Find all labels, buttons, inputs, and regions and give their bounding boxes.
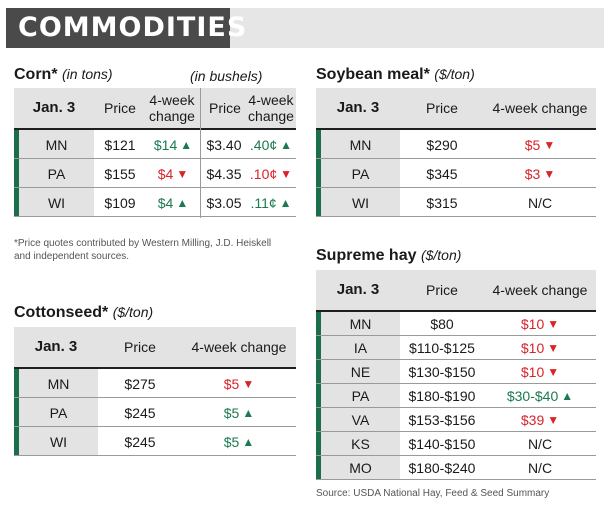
cottonseed-header-price: Price <box>124 339 156 355</box>
corn-change-ton <box>146 130 200 159</box>
soybean-row <box>316 130 596 159</box>
soybean-change-value: $5 <box>524 136 541 153</box>
hay-state-text: MN <box>349 316 372 332</box>
hay-change <box>484 312 596 336</box>
hay-change <box>484 384 596 408</box>
soybean-state-text: MN <box>349 136 372 153</box>
soybean-heading <box>316 66 475 84</box>
hay-row <box>316 408 596 432</box>
corn-state-text: PA <box>47 165 66 182</box>
hay-state <box>321 456 400 480</box>
hay-title: Supreme hay <box>316 247 417 264</box>
cottonseed-price <box>98 427 182 456</box>
hay-state-text: IA <box>353 340 368 356</box>
corn-unit: (in tons) <box>62 66 113 82</box>
cottonseed-change <box>182 427 296 456</box>
soybean-price <box>400 130 484 159</box>
hay-price-text: $180-$240 <box>408 460 476 476</box>
corn-state <box>19 188 94 217</box>
soybean-price-text: $315 <box>426 194 458 211</box>
corn-change-bushel-value: .40¢ <box>249 136 278 153</box>
hay-state <box>321 336 400 360</box>
hay-price <box>400 432 484 456</box>
arrow-down-icon: ▼ <box>543 166 556 181</box>
hay-change-value: $30-$40 <box>506 388 559 404</box>
corn-row <box>14 188 296 217</box>
hay-change <box>484 432 596 456</box>
corn-title: Corn* <box>14 66 58 83</box>
cottonseed-state-text: PA <box>49 404 68 421</box>
hay-change-value: N/C <box>527 436 553 452</box>
cottonseed-price-text: $245 <box>124 404 156 421</box>
hay-price <box>400 408 484 432</box>
cottonseed-change-value: $5 <box>223 404 240 421</box>
corn-price-bushel-text: $3.05 <box>206 194 242 211</box>
soybean-header-row <box>316 88 596 130</box>
corn-change-bushel <box>246 188 296 217</box>
soybean-change <box>484 188 596 217</box>
hay-change-value: $39 <box>520 412 545 428</box>
corn-unit-bushels: (in bushels) <box>190 68 263 84</box>
hay-state-text: PA <box>351 388 370 404</box>
hay-price <box>400 312 484 336</box>
corn-header-row <box>14 88 296 130</box>
hay-unit: ($/ton) <box>420 247 462 263</box>
hay-change <box>484 360 596 384</box>
hay-row <box>316 360 596 384</box>
corn-change-bushel-value: .10¢ <box>249 165 278 182</box>
hay-state <box>321 312 400 336</box>
cottonseed-price <box>98 369 182 398</box>
hay-state-text: NE <box>350 364 371 380</box>
cottonseed-price-text: $245 <box>124 433 156 450</box>
cottonseed-change <box>182 398 296 427</box>
corn-header-change-ton: 4-week change <box>149 92 195 124</box>
corn-table <box>14 88 296 218</box>
arrow-down-icon: ▼ <box>547 341 560 355</box>
soybean-header-change: 4-week change <box>492 100 588 116</box>
hay-price-text: $130-$150 <box>408 364 476 380</box>
soybean-state <box>321 188 400 217</box>
hay-price-text: $153-$156 <box>408 412 476 428</box>
soybean-unit: ($/ton) <box>434 66 475 82</box>
hay-state <box>321 432 400 456</box>
corn-price-ton-text: $155 <box>104 165 136 182</box>
hay-change-value: N/C <box>527 460 553 476</box>
corn-state <box>19 130 94 159</box>
corn-change-ton <box>146 188 200 217</box>
soybean-state-text: PA <box>351 165 370 182</box>
arrow-up-icon: ▲ <box>180 137 193 152</box>
cottonseed-title: Cottonseed* <box>14 304 109 321</box>
hay-header-date: Jan. 3 <box>336 281 380 298</box>
arrow-up-icon: ▲ <box>242 434 255 449</box>
hay-row <box>316 384 596 408</box>
cottonseed-state-text: MN <box>47 375 70 392</box>
corn-price-bushel <box>202 130 246 159</box>
cottonseed-table <box>14 327 296 457</box>
hay-header-row <box>316 270 596 312</box>
hay-state-text: KS <box>351 436 370 452</box>
hay-price <box>400 336 484 360</box>
soybean-row <box>316 188 596 217</box>
soybean-change <box>484 159 596 188</box>
soybean-state <box>321 159 400 188</box>
arrow-up-icon: ▲ <box>176 195 189 210</box>
hay-state-text: MO <box>349 460 372 476</box>
arrow-down-icon: ▼ <box>547 365 560 379</box>
cottonseed-price <box>98 398 182 427</box>
hay-row <box>316 432 596 456</box>
corn-state-text: WI <box>47 194 66 211</box>
arrow-down-icon: ▼ <box>547 317 560 331</box>
corn-header-date: Jan. 3 <box>32 99 76 116</box>
hay-state <box>321 360 400 384</box>
hay-header-price: Price <box>426 282 458 298</box>
hay-header-change: 4-week change <box>492 282 588 298</box>
hay-price-text: $140-$150 <box>408 436 476 452</box>
corn-header-change-bushel: 4-week change <box>248 92 294 124</box>
cottonseed-header-row <box>14 327 296 369</box>
hay-change <box>484 336 596 360</box>
corn-change-bushel <box>246 130 296 159</box>
hay-table <box>316 270 596 484</box>
hay-price-text: $80 <box>430 316 454 332</box>
hay-price <box>400 384 484 408</box>
cottonseed-change-value: $5 <box>223 375 240 392</box>
soybean-title: Soybean meal* <box>316 66 430 83</box>
soybean-change-value: N/C <box>527 194 553 211</box>
arrow-up-icon: ▲ <box>561 389 574 403</box>
corn-header-price-bushel: Price <box>209 100 241 116</box>
hay-price <box>400 360 484 384</box>
source-note: Source: USDA National Hay, Feed & Seed Summary <box>316 488 550 499</box>
soybean-state <box>321 130 400 159</box>
soybean-state-text: WI <box>351 194 370 211</box>
corn-price-bushel <box>202 188 246 217</box>
cottonseed-header-date: Jan. 3 <box>34 338 78 355</box>
corn-change-ton <box>146 159 200 188</box>
soybean-change <box>484 130 596 159</box>
corn-price-ton <box>94 159 146 188</box>
arrow-up-icon: ▲ <box>279 195 292 210</box>
soybean-change-value: $3 <box>524 165 541 182</box>
cottonseed-state <box>19 369 98 398</box>
arrow-down-icon: ▼ <box>543 137 556 152</box>
cottonseed-price-text: $275 <box>124 375 156 392</box>
corn-change-bushel <box>246 159 296 188</box>
corn-price-ton-text: $109 <box>104 194 136 211</box>
hay-change-value: $10 <box>520 316 545 332</box>
arrow-down-icon: ▼ <box>547 413 560 427</box>
hay-price-text: $110-$125 <box>409 340 475 356</box>
corn-price-bushel <box>202 159 246 188</box>
arrow-down-icon: ▼ <box>176 166 189 181</box>
soybean-header-date: Jan. 3 <box>336 99 380 116</box>
cottonseed-unit: ($/ton) <box>112 304 154 320</box>
cottonseed-state <box>19 427 98 456</box>
footnote: *Price quotes contributed by Western Milling, J.D. Heiskell and independent sources. <box>14 238 272 262</box>
corn-row <box>14 159 296 188</box>
cottonseed-header-change: 4-week change <box>191 339 287 355</box>
corn-change-ton-value: $4 <box>157 194 174 211</box>
cottonseed-state-text: WI <box>49 433 68 450</box>
soybean-price <box>400 159 484 188</box>
corn-heading <box>14 66 113 84</box>
hay-row <box>316 336 596 360</box>
soybean-price <box>400 188 484 217</box>
banner-title: COMMODITIES <box>6 8 230 48</box>
hay-state-text: VA <box>351 412 370 428</box>
banner <box>6 8 604 48</box>
hay-state <box>321 408 400 432</box>
cottonseed-row <box>14 427 296 456</box>
cottonseed-heading <box>14 304 153 322</box>
corn-header-price-ton: Price <box>104 100 136 116</box>
cottonseed-row <box>14 398 296 427</box>
corn-change-ton-value: $4 <box>157 165 174 182</box>
arrow-up-icon: ▲ <box>242 405 255 420</box>
hay-change <box>484 408 596 432</box>
hay-price <box>400 456 484 480</box>
arrow-down-icon: ▼ <box>242 376 255 391</box>
cottonseed-row <box>14 369 296 398</box>
cottonseed-state <box>19 398 98 427</box>
hay-change <box>484 456 596 480</box>
corn-change-bushel-value: .11¢ <box>250 194 277 211</box>
corn-price-bushel-text: $4.35 <box>206 165 242 182</box>
hay-row <box>316 312 596 336</box>
cottonseed-change-value: $5 <box>223 433 240 450</box>
corn-price-ton <box>94 188 146 217</box>
hay-heading <box>316 247 461 265</box>
soybean-header-price: Price <box>426 100 458 116</box>
hay-row <box>316 456 596 480</box>
hay-state <box>321 384 400 408</box>
corn-price-ton <box>94 130 146 159</box>
hay-price-text: $180-$190 <box>408 388 476 404</box>
hay-change-value: $10 <box>520 340 545 356</box>
arrow-down-icon: ▼ <box>280 166 293 181</box>
corn-price-ton-text: $121 <box>104 136 136 153</box>
corn-row <box>14 130 296 159</box>
soybean-table <box>316 88 596 218</box>
corn-state <box>19 159 94 188</box>
corn-price-bushel-text: $3.40 <box>206 136 242 153</box>
corn-state-text: MN <box>45 136 68 153</box>
soybean-price-text: $290 <box>426 136 458 153</box>
soybean-row <box>316 159 596 188</box>
corn-change-ton-value: $14 <box>153 136 178 153</box>
arrow-up-icon: ▲ <box>280 137 293 152</box>
hay-change-value: $10 <box>520 364 545 380</box>
soybean-price-text: $345 <box>426 165 458 182</box>
cottonseed-change <box>182 369 296 398</box>
